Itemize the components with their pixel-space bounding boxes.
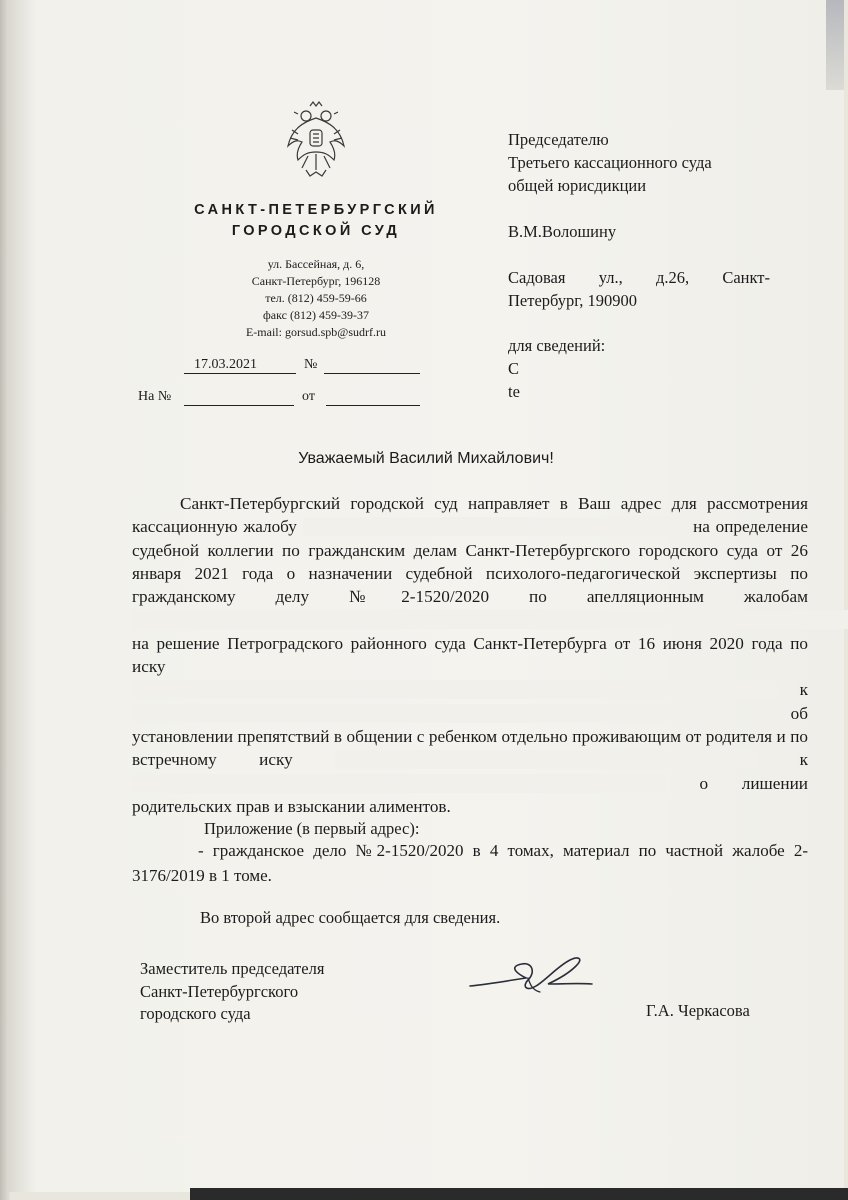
court-name-line1: САНКТ-ПЕТЕРБУРГСКИЙ [194,202,438,218]
cc-label: для сведений: [508,336,606,355]
addressee-line1: Председателю [508,130,609,149]
salutation: Уважаемый Василий Михайлович! [298,450,554,467]
ref-number-underline [184,404,294,406]
scan-shadow [190,1188,848,1200]
signatory-title [140,958,324,1026]
addressee-name: В.М.Волошину [508,222,617,241]
court-phone: тел. (812) 459-59-66 [265,291,367,305]
redaction [132,774,666,793]
body-part4: к [799,680,808,700]
coat-of-arms-icon [284,100,348,182]
redaction [335,750,757,769]
attachment-item: - гражданское дело №2-1520/2020 в 4 томах, материал по частной жалобе 2-3176/2019 в 1 томе. [132,841,808,885]
addressee-address-line2: Петербург, 190900 [508,291,637,310]
ref-label: На № [138,389,172,404]
letter-page [8,0,844,1192]
addressee-block [508,128,712,197]
second-address-note: Во второй адрес сообщается для сведения. [200,908,501,927]
body-paragraph [132,492,808,818]
ref-from-label: от [302,389,315,404]
letter-date: 17.03.2021 [194,357,257,372]
cc-block [508,334,605,403]
court-street: ул. Бассейная, д. 6, [267,257,365,271]
court-fax: факс (812) 459-39-37 [263,308,369,322]
body-part1: Санкт-Петербургский городской суд направляет в Ваш адрес для рассмотрения кассационную жалобу [132,494,808,537]
addressee-line3: общей юрисдикции [508,176,647,195]
court-name-line2: ГОРОДСКОЙ СУД [231,223,401,239]
signatory-title-line3: городского суда [140,1004,251,1023]
body-part2: на определение судебной коллегии по гражданским делам Санкт-Петербургского городского суда от 26 января 2021 года о назначении судебной психолого-педагогической экспертизы по гражданскому делу №2-1520/2020 по апелляционным жалобам [132,517,809,607]
body-part3: на решение Петроградского районного суда Санкт-Петербурга от 16 июня 2020 года по иску [132,633,808,677]
court-name [158,200,474,242]
scan-corner [826,0,844,90]
court-contacts [178,256,454,341]
body-part5: об установлении препятствий в общении с ребенком отдельно проживающим от родителя и по встречному иску [132,703,808,770]
body-part7: о лишении родительских прав и взыскании алиментов. [132,773,808,816]
handwritten-signature [466,950,596,1002]
body-part6: к [799,750,809,770]
redaction [303,517,688,536]
ref-date-underline [326,404,420,406]
court-email: E-mail: gorsud.spb@sudrf.ru [245,325,387,339]
signatory-title-line2: Санкт-Петербургского [140,981,299,1001]
cc-line2: te [508,382,520,401]
cc-line1: С [508,359,520,378]
signatory-title-line1: Заместитель председателя [140,959,325,978]
attachment-title: Приложение (в первый адрес): [204,819,420,838]
number-label: № [304,357,318,372]
addressee-address-line1: Садовая ул., д.26, Санкт- [508,268,770,287]
redaction [132,704,703,723]
addressee-address [508,266,770,312]
court-city: Санкт-Петербург, 196128 [251,274,381,288]
redaction [132,680,777,699]
redaction [132,610,848,629]
number-underline [324,372,420,374]
signatory-name: Г.А. Черкасова [646,1001,750,1020]
addressee-line2: Третьего кассационного суда [508,153,712,172]
